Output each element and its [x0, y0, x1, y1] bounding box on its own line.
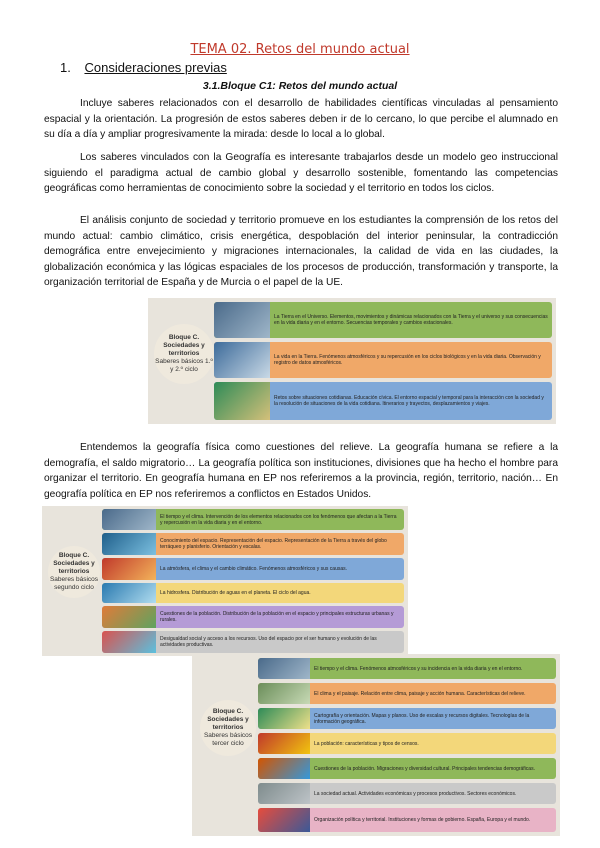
globe-image	[102, 533, 156, 555]
infographic-1	[148, 298, 556, 424]
infographic-3-row-5: Cuestiones de la población. Migraciones y diversidad cultural. Principales tendencias demográficas.	[258, 758, 556, 779]
infographic-3-bloque: Bloque C. Sociedades y territorios Saberes básicos tercer ciclo	[200, 700, 256, 756]
infographic-2-row-5: Cuestiones de la población. Distribución de la población en el espacio y principales estructuras urbanas y rurales.	[102, 606, 404, 628]
infographic-2-row-6: Desigualdad social y acceso a los recursos. Uso del espacio por el ser humano y evolución de las actividades productivas.	[102, 631, 404, 653]
infographic-1-row-3: Retos sobre situaciones cotidianas. Educación cívica. El entorno espacial y temporal para la interacción con la sociedad y la resolución de situaciones de la vida cotidiana. Itinerarios y trayectos, desplazamientos y viajes.	[214, 382, 552, 420]
section-title: Consideraciones previas	[84, 60, 227, 75]
crowd-image	[258, 758, 310, 779]
section-heading	[60, 60, 227, 75]
section-number: 1.	[60, 60, 71, 75]
pyramid-image	[258, 733, 310, 754]
sky-image	[214, 302, 270, 338]
paragraph-1: Incluye saberes relacionados con el desarrollo de habilidades científicas vinculadas al pensamiento espacial y la orientación. La progresión de estos saberes deben ir de lo cercano, lo que percibe el alumnado en su día a día y ampliar progresivamente la mirada: desde lo local a lo global.	[44, 98, 558, 140]
flags-image	[258, 808, 310, 832]
people-image	[102, 631, 156, 653]
infographic-3-row-1: El tiempo y el clima. Fenómenos atmosféricos y su incidencia en la vida diaria y en el entorno.	[258, 658, 556, 679]
infographic-3-row-7: Organización política y territorial. Instituciones y formas de gobierno. España, Europa y el mundo.	[258, 808, 556, 832]
infographic-3-row-3: Cartografía y orientación. Mapas y planos. Uso de escalas y recursos digitales. Tecnologías de la información geográfica.	[258, 708, 556, 729]
map-image	[214, 382, 270, 420]
infographic-1-row-2: La vida en la Tierra. Fenómenos atmosféricos y su repercusión en los ciclos biológicos y en la vida diaria. Observación y registro de datos atmosféricos.	[214, 342, 552, 378]
infographic-3	[192, 654, 560, 836]
infographic-2-bloque: Bloque C. Sociedades y territorios Saberes básicos segundo ciclo	[48, 546, 100, 598]
infographic-1-row-1: La Tierra en el Universo. Elementos, movimientos y dinámicas relacionados con la Tierra y el universo y sus consecuencias en la vida diaria y en el entorno. Secuencias temporales y cambios estacionales.	[214, 302, 552, 338]
landscape-image	[214, 342, 270, 378]
water-image	[102, 583, 156, 603]
mountain-image	[258, 683, 310, 704]
page-title: TEMA 02. Retos del mundo actual	[190, 42, 410, 57]
infographic-2	[42, 506, 408, 656]
earth-layers-image	[102, 558, 156, 580]
paragraph-2: Los saberes vinculados con la Geografía es interesante trabajarlos desde un modelo geo instruccional siguiendo el paradigma actual de cambio global y desarrollo sostenible, fomentando las competencias geográficas como herramientas de conocimiento sobre la sociedad y el territorio en todos los ciclos.	[44, 152, 558, 194]
infographic-3-row-2: El clima y el paisaje. Relación entre clima, paisaje y acción humana. Características del relieve.	[258, 683, 556, 704]
infographic-2-row-2: Conocimiento del espacio. Representación del espacio. Representación de la Tierra a través del globo terráqueo y planisferio. Orientación y escalas.	[102, 533, 404, 555]
infographic-2-row-1: El tiempo y el clima. Intervención de los elementos relacionados con los fenómenos que afectan a la Tierra y repercusión en la vida diaria y en el entorno.	[102, 509, 404, 530]
workers-image	[258, 783, 310, 804]
infographic-2-row-3: La atmósfera, el clima y el cambio climático. Fenómenos atmosféricos y sus causas.	[102, 558, 404, 580]
population-map-image	[102, 606, 156, 628]
subheading: 3.1.Bloque C1: Retos del mundo actual	[202, 80, 398, 92]
paragraph-3: El análisis conjunto de sociedad y territorio promueve en los estudiantes la comprensión de los retos del mundo actual: cambio climático, crisis energética, despoblación del interior peninsular, la contradicción demográfica entre envejecimiento y migraciones internacionales, la calidad de vida en las ciudades, la globalización económica y las lógicas espaciales de los procesos de producción, transformación y transporte, la organización territorial de España y de Murcia o el papel de la UE.	[44, 215, 558, 288]
world-map-image	[258, 708, 310, 729]
infographic-3-row-4: La población: características y tipos de censos.	[258, 733, 556, 754]
infographic-3-row-6: La sociedad actual. Actividades económicas y procesos productivos. Sectores económicos.	[258, 783, 556, 804]
clouds-image	[258, 658, 310, 679]
infographic-1-bloque: Bloque C. Sociedades y territorios Saberes básicos 1.º y 2.º ciclo	[154, 324, 214, 384]
paragraph-4: Entendemos la geografía física como cuestiones del relieve. La geografía humana se refiere a la demografía, el saldo migratorio… La geografía política son instituciones, divisiones que ha hecho el hombre para organizar el territorio. En geografía humana en EP nos referiremos a la provincia, región, territorio, nación… En geografía política en EP nos referiremos a conflictos en Estados Unidos.	[44, 442, 558, 500]
infographic-2-row-4: La hidrosfera. Distribución de aguas en el planeta. El ciclo del agua.	[102, 583, 404, 603]
storm-image	[102, 509, 156, 530]
